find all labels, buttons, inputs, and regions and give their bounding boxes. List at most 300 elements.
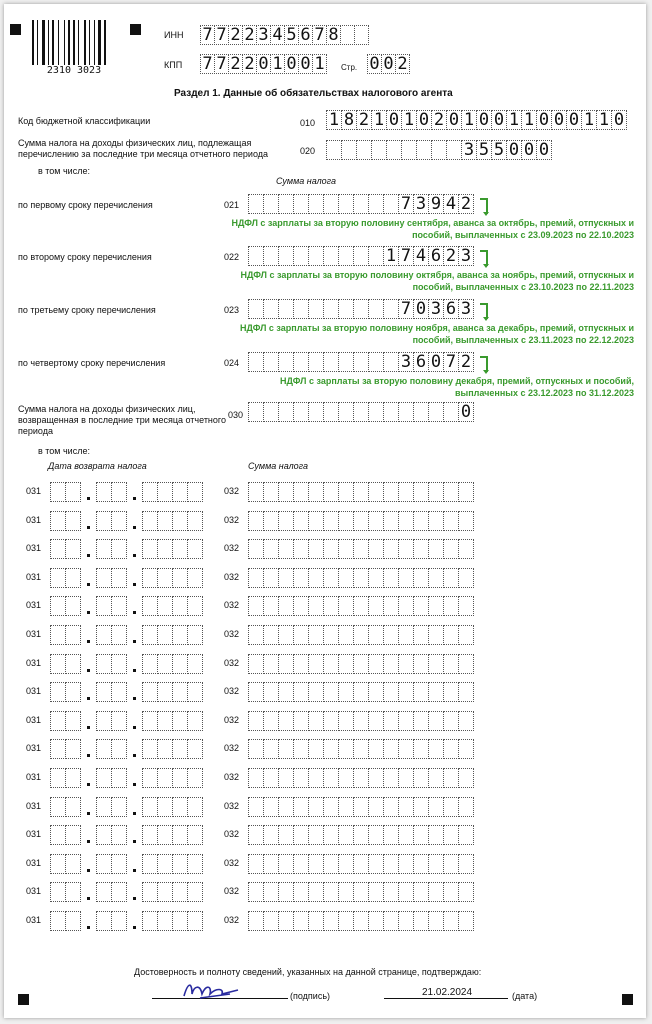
- digit-cell[interactable]: [323, 882, 339, 902]
- digit-cell[interactable]: 3: [256, 25, 271, 45]
- digit-cell[interactable]: [50, 682, 66, 702]
- digit-cell[interactable]: [248, 246, 264, 266]
- digit-cell[interactable]: [172, 568, 188, 588]
- digit-cell[interactable]: [338, 194, 354, 214]
- digit-cell[interactable]: [263, 568, 279, 588]
- digit-cell[interactable]: [142, 568, 158, 588]
- digit-cell[interactable]: 0: [298, 54, 313, 74]
- digit-cell[interactable]: [157, 911, 173, 931]
- digit-cell[interactable]: [338, 596, 354, 616]
- digit-cell[interactable]: 0: [284, 54, 299, 74]
- digit-cell[interactable]: [293, 768, 309, 788]
- digit-cell[interactable]: [383, 797, 399, 817]
- digit-cell[interactable]: [443, 882, 459, 902]
- digit-cell[interactable]: [293, 911, 309, 931]
- digit-cell[interactable]: [278, 539, 294, 559]
- digit-cell[interactable]: [172, 882, 188, 902]
- digit-cell[interactable]: [308, 911, 324, 931]
- digit-cell[interactable]: [413, 825, 429, 845]
- digit-cell[interactable]: [263, 854, 279, 874]
- digit-cell[interactable]: [263, 711, 279, 731]
- digit-cell[interactable]: [428, 825, 444, 845]
- digit-cell[interactable]: [142, 882, 158, 902]
- digit-cell[interactable]: [368, 682, 384, 702]
- digit-cell[interactable]: [413, 568, 429, 588]
- digit-cell[interactable]: [398, 711, 414, 731]
- digit-cell[interactable]: [65, 797, 81, 817]
- digit-cell[interactable]: [323, 194, 339, 214]
- digit-cell[interactable]: [278, 711, 294, 731]
- digit-cell[interactable]: [278, 797, 294, 817]
- digit-cell[interactable]: [383, 568, 399, 588]
- digit-cell[interactable]: 2: [242, 25, 257, 45]
- digit-cell[interactable]: [458, 882, 474, 902]
- digit-cell[interactable]: 3: [458, 299, 474, 319]
- digit-cell[interactable]: [323, 625, 339, 645]
- digit-cell[interactable]: [293, 854, 309, 874]
- digit-cell[interactable]: [50, 768, 66, 788]
- digit-cell[interactable]: [383, 625, 399, 645]
- digit-cell[interactable]: 2: [443, 246, 459, 266]
- digit-cell[interactable]: [96, 768, 112, 788]
- digit-cell[interactable]: 7: [398, 194, 414, 214]
- digit-cell[interactable]: [338, 402, 354, 422]
- digit-cell[interactable]: [157, 682, 173, 702]
- digit-cell[interactable]: [96, 854, 112, 874]
- digit-cell[interactable]: 3: [458, 246, 474, 266]
- digit-cell[interactable]: 3: [461, 140, 477, 160]
- digit-cell[interactable]: 5: [284, 25, 299, 45]
- digit-cell[interactable]: [413, 768, 429, 788]
- digit-cell[interactable]: [278, 596, 294, 616]
- digit-cell[interactable]: [353, 511, 369, 531]
- digit-cell[interactable]: [111, 739, 127, 759]
- digit-cell[interactable]: [428, 711, 444, 731]
- digit-cell[interactable]: 0: [491, 110, 507, 130]
- digit-cell[interactable]: [157, 568, 173, 588]
- digit-cell[interactable]: [142, 768, 158, 788]
- digit-cell[interactable]: 0: [428, 352, 444, 372]
- digit-cell[interactable]: [353, 402, 369, 422]
- digit-cell[interactable]: [278, 625, 294, 645]
- digit-cell[interactable]: [353, 882, 369, 902]
- digit-cell[interactable]: [308, 768, 324, 788]
- digit-cell[interactable]: [248, 911, 264, 931]
- digit-cell[interactable]: 8: [326, 25, 341, 45]
- digit-cell[interactable]: [263, 682, 279, 702]
- digit-cell[interactable]: [398, 797, 414, 817]
- digit-cell[interactable]: [157, 739, 173, 759]
- digit-cell[interactable]: [323, 711, 339, 731]
- digit-cell[interactable]: [323, 825, 339, 845]
- digit-cell[interactable]: [368, 768, 384, 788]
- digit-cell[interactable]: [398, 739, 414, 759]
- digit-cell[interactable]: [96, 911, 112, 931]
- digit-cell[interactable]: [368, 711, 384, 731]
- digit-cell[interactable]: [323, 511, 339, 531]
- digit-cell[interactable]: [428, 797, 444, 817]
- digit-cell[interactable]: [50, 854, 66, 874]
- digit-cell[interactable]: [50, 511, 66, 531]
- digit-cell[interactable]: [443, 596, 459, 616]
- digit-cell[interactable]: [323, 352, 339, 372]
- digit-cell[interactable]: [248, 682, 264, 702]
- digit-cell[interactable]: 0: [413, 299, 429, 319]
- digit-cell[interactable]: [172, 768, 188, 788]
- digit-cell[interactable]: [187, 568, 203, 588]
- digit-cell[interactable]: [353, 482, 369, 502]
- digit-cell[interactable]: [368, 854, 384, 874]
- digit-cell[interactable]: [308, 654, 324, 674]
- digit-cell[interactable]: [353, 682, 369, 702]
- digit-cell[interactable]: [398, 596, 414, 616]
- digit-cell[interactable]: 2: [458, 352, 474, 372]
- digit-cell[interactable]: [293, 654, 309, 674]
- digit-cell[interactable]: [142, 797, 158, 817]
- digit-cell[interactable]: [65, 882, 81, 902]
- digit-cell[interactable]: [248, 596, 264, 616]
- digit-cell[interactable]: [50, 739, 66, 759]
- digit-cell[interactable]: [111, 882, 127, 902]
- digit-cell[interactable]: [263, 596, 279, 616]
- digit-cell[interactable]: [65, 596, 81, 616]
- digit-cell[interactable]: [368, 825, 384, 845]
- digit-cell[interactable]: [371, 140, 387, 160]
- digit-cell[interactable]: [157, 539, 173, 559]
- digit-cell[interactable]: [413, 911, 429, 931]
- digit-cell[interactable]: [308, 596, 324, 616]
- digit-cell[interactable]: [172, 511, 188, 531]
- digit-cell[interactable]: [428, 768, 444, 788]
- digit-cell[interactable]: 0: [446, 110, 462, 130]
- digit-cell[interactable]: [278, 246, 294, 266]
- digit-cell[interactable]: [353, 711, 369, 731]
- digit-cell[interactable]: [398, 682, 414, 702]
- digit-cell[interactable]: [428, 596, 444, 616]
- digit-cell[interactable]: [111, 768, 127, 788]
- digit-cell[interactable]: [293, 511, 309, 531]
- digit-cell[interactable]: [443, 854, 459, 874]
- digit-cell[interactable]: 0: [611, 110, 627, 130]
- digit-cell[interactable]: 2: [458, 194, 474, 214]
- digit-cell[interactable]: [263, 511, 279, 531]
- digit-cell[interactable]: [401, 140, 417, 160]
- digit-cell[interactable]: 0: [416, 110, 432, 130]
- digit-cell[interactable]: [187, 654, 203, 674]
- digit-cell[interactable]: 0: [367, 54, 382, 74]
- digit-cell[interactable]: [446, 140, 462, 160]
- digit-cell[interactable]: [96, 882, 112, 902]
- digit-cell[interactable]: [326, 140, 342, 160]
- digit-cell[interactable]: [50, 654, 66, 674]
- digit-cell[interactable]: [338, 797, 354, 817]
- digit-cell[interactable]: 1: [312, 54, 327, 74]
- digit-cell[interactable]: [353, 299, 369, 319]
- digit-cell[interactable]: [308, 194, 324, 214]
- digit-cell[interactable]: [293, 539, 309, 559]
- digit-cell[interactable]: [413, 797, 429, 817]
- digit-cell[interactable]: [356, 140, 372, 160]
- digit-cell[interactable]: [172, 596, 188, 616]
- digit-cell[interactable]: [398, 911, 414, 931]
- digit-cell[interactable]: [278, 568, 294, 588]
- digit-cell[interactable]: [398, 825, 414, 845]
- digit-cell[interactable]: [308, 711, 324, 731]
- digit-cell[interactable]: 6: [298, 25, 313, 45]
- digit-cell[interactable]: [278, 511, 294, 531]
- digit-cell[interactable]: [413, 596, 429, 616]
- digit-cell[interactable]: [413, 511, 429, 531]
- digit-cell[interactable]: [172, 539, 188, 559]
- digit-cell[interactable]: [96, 482, 112, 502]
- digit-cell[interactable]: 1: [596, 110, 612, 130]
- digit-cell[interactable]: 7: [214, 25, 229, 45]
- digit-cell[interactable]: 1: [401, 110, 417, 130]
- digit-cell[interactable]: [248, 539, 264, 559]
- digit-cell[interactable]: [398, 854, 414, 874]
- digit-cell[interactable]: [338, 568, 354, 588]
- digit-cell[interactable]: [353, 625, 369, 645]
- digit-cell[interactable]: [308, 352, 324, 372]
- digit-cell[interactable]: [96, 711, 112, 731]
- digit-cell[interactable]: [65, 854, 81, 874]
- digit-cell[interactable]: 3: [413, 194, 429, 214]
- digit-cell[interactable]: [443, 768, 459, 788]
- digit-cell[interactable]: [263, 797, 279, 817]
- digit-cell[interactable]: [142, 825, 158, 845]
- digit-cell[interactable]: [157, 511, 173, 531]
- digit-cell[interactable]: [142, 854, 158, 874]
- digit-cell[interactable]: [187, 739, 203, 759]
- digit-cell[interactable]: [248, 568, 264, 588]
- digit-cell[interactable]: [293, 482, 309, 502]
- digit-cell[interactable]: [96, 511, 112, 531]
- digit-cell[interactable]: [383, 539, 399, 559]
- digit-cell[interactable]: [368, 654, 384, 674]
- digit-cell[interactable]: [172, 482, 188, 502]
- digit-cell[interactable]: [353, 352, 369, 372]
- digit-cell[interactable]: [428, 482, 444, 502]
- digit-cell[interactable]: 0: [256, 54, 271, 74]
- digit-cell[interactable]: [383, 194, 399, 214]
- digit-cell[interactable]: [443, 797, 459, 817]
- digit-cell[interactable]: [293, 739, 309, 759]
- digit-cell[interactable]: 6: [443, 299, 459, 319]
- digit-cell[interactable]: [383, 825, 399, 845]
- digit-cell[interactable]: [263, 246, 279, 266]
- digit-cell[interactable]: [278, 194, 294, 214]
- digit-cell[interactable]: [263, 352, 279, 372]
- digit-cell[interactable]: [338, 825, 354, 845]
- digit-cell[interactable]: [157, 797, 173, 817]
- digit-cell[interactable]: [353, 739, 369, 759]
- digit-cell[interactable]: [263, 482, 279, 502]
- digit-cell[interactable]: [187, 797, 203, 817]
- digit-cell[interactable]: 2: [242, 54, 257, 74]
- digit-cell[interactable]: 7: [214, 54, 229, 74]
- digit-cell[interactable]: [323, 911, 339, 931]
- digit-cell[interactable]: 6: [428, 246, 444, 266]
- digit-cell[interactable]: [308, 882, 324, 902]
- digit-cell[interactable]: [338, 854, 354, 874]
- digit-cell[interactable]: [323, 739, 339, 759]
- digit-cell[interactable]: [50, 711, 66, 731]
- digit-cell[interactable]: [443, 739, 459, 759]
- digit-cell[interactable]: [338, 246, 354, 266]
- digit-cell[interactable]: [293, 625, 309, 645]
- digit-cell[interactable]: [50, 825, 66, 845]
- digit-cell[interactable]: [96, 625, 112, 645]
- digit-cell[interactable]: [187, 511, 203, 531]
- digit-cell[interactable]: [458, 539, 474, 559]
- digit-cell[interactable]: [248, 654, 264, 674]
- digit-cell[interactable]: [248, 352, 264, 372]
- digit-cell[interactable]: [323, 299, 339, 319]
- digit-cell[interactable]: [338, 511, 354, 531]
- digit-cell[interactable]: 9: [428, 194, 444, 214]
- digit-cell[interactable]: 5: [476, 140, 492, 160]
- digit-cell[interactable]: 7: [443, 352, 459, 372]
- digit-cell[interactable]: [458, 825, 474, 845]
- digit-cell[interactable]: [413, 482, 429, 502]
- digit-cell[interactable]: [172, 911, 188, 931]
- digit-cell[interactable]: [157, 768, 173, 788]
- digit-cell[interactable]: [353, 539, 369, 559]
- digit-cell[interactable]: [338, 711, 354, 731]
- digit-cell[interactable]: 2: [395, 54, 410, 74]
- digit-cell[interactable]: [111, 911, 127, 931]
- digit-cell[interactable]: [111, 539, 127, 559]
- digit-cell[interactable]: [323, 768, 339, 788]
- digit-cell[interactable]: [368, 797, 384, 817]
- digit-cell[interactable]: 7: [398, 299, 414, 319]
- digit-cell[interactable]: 1: [521, 110, 537, 130]
- digit-cell[interactable]: [248, 299, 264, 319]
- digit-cell[interactable]: [428, 568, 444, 588]
- digit-cell[interactable]: [428, 882, 444, 902]
- digit-cell[interactable]: [248, 797, 264, 817]
- digit-cell[interactable]: [142, 682, 158, 702]
- digit-cell[interactable]: [172, 682, 188, 702]
- digit-cell[interactable]: [111, 854, 127, 874]
- digit-cell[interactable]: [96, 596, 112, 616]
- digit-cell[interactable]: [323, 596, 339, 616]
- digit-cell[interactable]: [248, 511, 264, 531]
- digit-cell[interactable]: [111, 596, 127, 616]
- digit-cell[interactable]: [96, 825, 112, 845]
- digit-cell[interactable]: [187, 882, 203, 902]
- digit-cell[interactable]: [293, 352, 309, 372]
- digit-cell[interactable]: 4: [270, 25, 285, 45]
- digit-cell[interactable]: [341, 140, 357, 160]
- digit-cell[interactable]: [458, 654, 474, 674]
- digit-cell[interactable]: [368, 402, 384, 422]
- digit-cell[interactable]: [338, 882, 354, 902]
- digit-cell[interactable]: 3: [398, 352, 414, 372]
- digit-cell[interactable]: [383, 882, 399, 902]
- digit-cell[interactable]: [248, 768, 264, 788]
- digit-cell[interactable]: [431, 140, 447, 160]
- digit-cell[interactable]: [323, 539, 339, 559]
- digit-cell[interactable]: [248, 854, 264, 874]
- digit-cell[interactable]: [278, 654, 294, 674]
- digit-cell[interactable]: 6: [413, 352, 429, 372]
- digit-cell[interactable]: [443, 711, 459, 731]
- digit-cell[interactable]: 1: [270, 54, 285, 74]
- digit-cell[interactable]: [65, 539, 81, 559]
- digit-cell[interactable]: [383, 739, 399, 759]
- digit-cell[interactable]: 0: [566, 110, 582, 130]
- digit-cell[interactable]: [50, 568, 66, 588]
- digit-cell[interactable]: [398, 539, 414, 559]
- digit-cell[interactable]: [111, 654, 127, 674]
- digit-cell[interactable]: [308, 797, 324, 817]
- digit-cell[interactable]: [157, 596, 173, 616]
- digit-cell[interactable]: [398, 402, 414, 422]
- digit-cell[interactable]: [413, 882, 429, 902]
- digit-cell[interactable]: [338, 654, 354, 674]
- digit-cell[interactable]: [338, 682, 354, 702]
- digit-cell[interactable]: [308, 539, 324, 559]
- digit-cell[interactable]: [263, 911, 279, 931]
- digit-cell[interactable]: [458, 625, 474, 645]
- digit-cell[interactable]: [383, 911, 399, 931]
- digit-cell[interactable]: [368, 511, 384, 531]
- digit-cell[interactable]: [65, 825, 81, 845]
- digit-cell[interactable]: [308, 682, 324, 702]
- digit-cell[interactable]: [65, 511, 81, 531]
- digit-cell[interactable]: [383, 299, 399, 319]
- digit-cell[interactable]: [96, 739, 112, 759]
- digit-cell[interactable]: [323, 246, 339, 266]
- digit-cell[interactable]: [187, 482, 203, 502]
- digit-cell[interactable]: [263, 194, 279, 214]
- digit-cell[interactable]: 0: [381, 54, 396, 74]
- digit-cell[interactable]: [383, 768, 399, 788]
- digit-cell[interactable]: [278, 882, 294, 902]
- digit-cell[interactable]: [368, 539, 384, 559]
- digit-cell[interactable]: [443, 825, 459, 845]
- digit-cell[interactable]: [368, 246, 384, 266]
- digit-cell[interactable]: [96, 539, 112, 559]
- digit-cell[interactable]: [65, 739, 81, 759]
- digit-cell[interactable]: [50, 625, 66, 645]
- digit-cell[interactable]: [142, 596, 158, 616]
- digit-cell[interactable]: [398, 568, 414, 588]
- digit-cell[interactable]: [338, 482, 354, 502]
- digit-cell[interactable]: [111, 625, 127, 645]
- digit-cell[interactable]: 0: [551, 110, 567, 130]
- digit-cell[interactable]: [398, 482, 414, 502]
- digit-cell[interactable]: [293, 568, 309, 588]
- digit-cell[interactable]: [248, 402, 264, 422]
- digit-cell[interactable]: [172, 711, 188, 731]
- digit-cell[interactable]: [293, 682, 309, 702]
- digit-cell[interactable]: [413, 625, 429, 645]
- digit-cell[interactable]: [308, 854, 324, 874]
- digit-cell[interactable]: [413, 539, 429, 559]
- digit-cell[interactable]: [142, 625, 158, 645]
- digit-cell[interactable]: [248, 194, 264, 214]
- digit-cell[interactable]: [187, 596, 203, 616]
- digit-cell[interactable]: 7: [312, 25, 327, 45]
- digit-cell[interactable]: [458, 682, 474, 702]
- digit-cell[interactable]: [413, 402, 429, 422]
- digit-cell[interactable]: [323, 654, 339, 674]
- digit-cell[interactable]: [398, 768, 414, 788]
- digit-cell[interactable]: [187, 911, 203, 931]
- digit-cell[interactable]: [248, 825, 264, 845]
